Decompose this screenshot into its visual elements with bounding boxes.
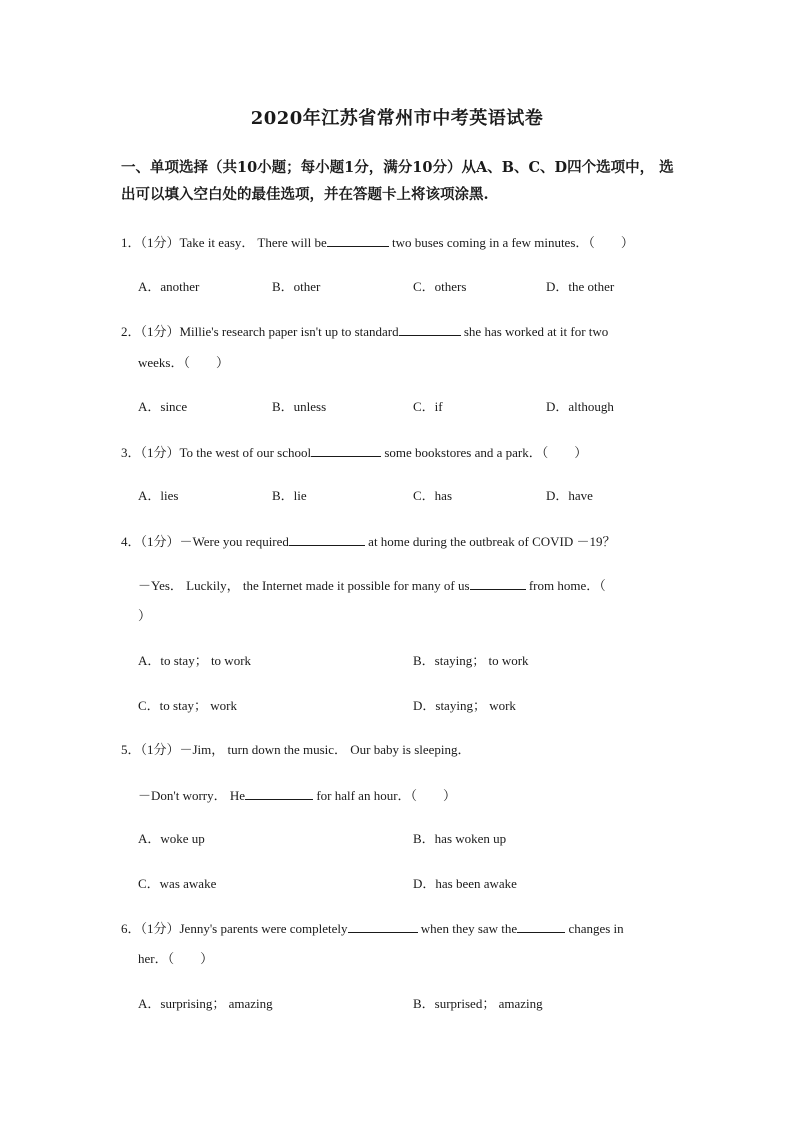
page-title: 2020年江苏省常州市中考英语试卷 [250,108,544,129]
question-1: 1．（1分）Take it easy． There will be two buses coming in a few minutes．（ ） [121,235,634,250]
answer-blank [399,323,461,336]
question-2: 2．（1分）Millie's research paper isn't up to standard she has worked at it for two [121,324,609,339]
answer-blank [517,920,565,933]
answer-blank [311,444,381,457]
option-c: C．others [413,279,467,294]
option-d: D．although [546,399,614,414]
option-b: B．staying； to work [413,653,529,668]
question-5: 5．（1分）－Jim， turn down the music． Our baby is sleeping． [121,742,471,757]
option-d: D．the other [546,279,615,294]
question-4-continuation: ） [138,608,152,623]
question-6: 6．（1分）Jenny's parents were completely when they saw the changes in [121,921,624,936]
section-heading [121,154,677,208]
option-c: C．if [413,399,443,414]
option-b: B．other [272,279,321,294]
question-3: 3．（1分）To the west of our school some bookstores and a park．（ ） [121,445,588,460]
option-c: C．was awake [138,876,217,891]
question-5-reply: －Don't worry． He for half an hour．（ ） [138,788,457,803]
option-a: A．lies [138,488,179,503]
answer-blank [289,533,365,546]
option-a: A．since [138,399,188,414]
option-b: B．surprised； amazing [413,996,543,1011]
section-heading-line2: 出可以填入空白处的最佳选项，并在答题卡上将该项涂黑. [121,186,489,203]
option-b: B．unless [272,399,327,414]
answer-blank [470,577,526,590]
option-a: A．woke up [138,831,205,846]
option-a: A．surprising； amazing [138,996,273,1011]
section-heading-line1: 一、单项选择（共10小题；每小题1分，满分10分）从A、B、C、D四个选项中， 选 [121,159,674,176]
option-c: C．to stay； work [138,698,237,713]
answer-blank [348,920,418,933]
answer-blank [327,234,389,247]
question-4: 4．（1分）－Were you required at home during the outbreak of COVID －19？ [121,534,616,549]
option-b: B．has woken up [413,831,507,846]
option-b: B．lie [272,488,307,503]
question-4-reply: －Yes． Luckily， the Internet made it possible for many of us from home．（ [138,578,606,593]
option-d: D．has been awake [413,876,517,891]
answer-blank [245,787,313,800]
option-d: D．staying； work [413,698,516,713]
question-2-continuation: weeks．（ ） [138,355,229,370]
option-d: D．have [546,488,593,503]
question-6-continuation: her．（ ） [138,951,214,966]
option-a: A．another [138,279,200,294]
option-c: C．has [413,488,453,503]
option-a: A．to stay； to work [138,653,252,668]
